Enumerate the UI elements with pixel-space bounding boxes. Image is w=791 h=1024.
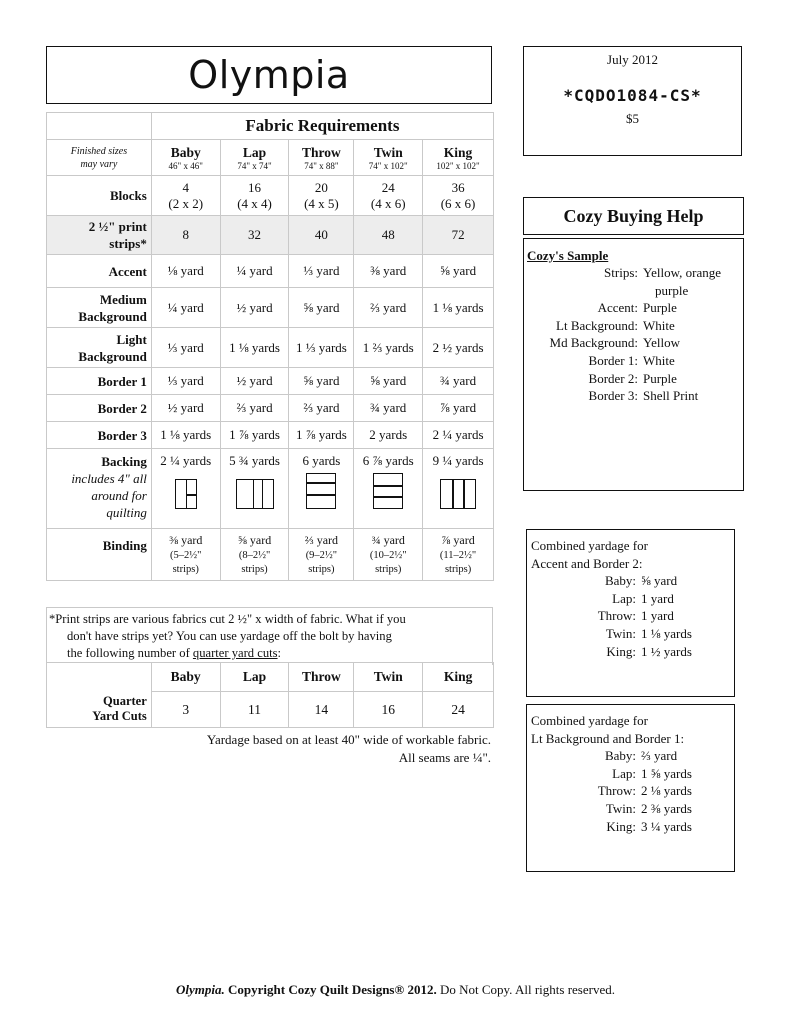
- table-cell: 1 ⅛ yards: [151, 422, 220, 449]
- table-row: [47, 288, 494, 328]
- combo-title: Accent and Border 2:: [531, 555, 643, 571]
- table-cell: 1 ⅞ yards: [289, 422, 354, 449]
- table-cell: 11: [220, 692, 289, 728]
- cuts-header: Twin: [354, 663, 423, 692]
- cuts-header: King: [423, 663, 494, 692]
- note-line: don't have strips yet? You can use yardage off the bolt by having: [67, 629, 392, 643]
- combo-item: Lap: 1 ⅝ yards: [612, 765, 692, 781]
- combo-item: Baby: ⅝ yard: [604, 573, 678, 589]
- row-label: 2 ½" print strips*: [47, 216, 152, 255]
- table-cell: 24: [423, 692, 494, 728]
- fabric-requirements-table: [46, 112, 494, 581]
- row-label: Border 3: [47, 422, 152, 449]
- table-cell: ¾ yard (10–2½" strips): [354, 529, 423, 581]
- row-label: Accent: [47, 255, 152, 288]
- table-cell: ⅝ yard: [354, 368, 423, 395]
- combo-title: Lt Background and Border 1:: [531, 730, 685, 746]
- pattern-title: Olympia: [188, 53, 350, 97]
- table-cell: 32: [220, 216, 289, 255]
- table-cell: 9 ¼ yards: [423, 449, 494, 529]
- table-cell: 48: [354, 216, 423, 255]
- sample-item: Lt Background: White: [556, 317, 675, 333]
- combo-item: King: 1 ½ yards: [606, 643, 692, 659]
- combo-item: King: 3 ¼ yards: [606, 818, 692, 834]
- size-header: Baby 46" x 46": [151, 140, 220, 176]
- table-row: [47, 368, 494, 395]
- backing-diagram: [152, 479, 220, 513]
- table-row-backing: [47, 449, 494, 529]
- finished-sizes-note: Finished sizes may vary: [47, 140, 152, 176]
- sample-item: Border 2: Purple: [588, 370, 677, 386]
- pattern-code-box: [523, 46, 742, 156]
- table-cell: ⅝ yard: [289, 368, 354, 395]
- combo-item: Baby: ⅔ yard: [604, 748, 678, 764]
- combo-item: Throw: 2 ⅛ yards: [597, 783, 692, 799]
- cuts-label: Quarter Yard Cuts: [47, 692, 152, 728]
- table-heading: Fabric Requirements: [151, 113, 493, 140]
- row-label: Border 2: [47, 395, 152, 422]
- table-cell: ⅜ yard: [354, 255, 423, 288]
- table-cell: 2 ¼ yards: [423, 422, 494, 449]
- sample-item: Strips: Yellow, orange: [604, 265, 721, 280]
- note-line: *Print strips are various fabrics cut 2 ½" x width of fabric. What if you: [49, 612, 406, 626]
- table-cell: ⅛ yard: [151, 255, 220, 288]
- table-cell: 1 ⅛ yards: [423, 288, 494, 328]
- table-row-blocks: [47, 176, 494, 216]
- table-cell: 16 (4 x 4): [220, 176, 289, 216]
- table-cell: ⅔ yard: [220, 395, 289, 422]
- table-cell: ⅝ yard: [289, 288, 354, 328]
- table-cell: 1 ⅞ yards: [220, 422, 289, 449]
- cuts-header: Baby: [151, 663, 220, 692]
- table-row-binding: [47, 529, 494, 581]
- combo-item: Throw: 1 yard: [597, 608, 674, 624]
- table-cell: 2 ½ yards: [423, 328, 494, 368]
- note-line: the following number of quarter yard cuts:: [67, 646, 282, 660]
- backing-diagram: [221, 479, 289, 513]
- table-cell: 4 (2 x 2): [151, 176, 220, 216]
- combo-title: Combined yardage for: [531, 713, 648, 728]
- size-header: Lap 74" x 74": [220, 140, 289, 176]
- row-label: Border 1: [47, 368, 152, 395]
- sample-title: Cozy's Sample: [527, 248, 609, 263]
- table-cell: 36 (6 x 6): [423, 176, 494, 216]
- copyright-footer: Olympia. Copyright Cozy Quilt Designs® 2012. Do Not Copy. All rights reserved.: [176, 982, 615, 997]
- table-cell: 72: [423, 216, 494, 255]
- combo-item: Twin: 2 ⅜ yards: [605, 800, 692, 816]
- table-cell: 1 ⅓ yards: [289, 328, 354, 368]
- table-cell: 5 ¾ yards: [220, 449, 289, 529]
- size-header: Throw 74" x 88": [289, 140, 354, 176]
- table-cell: ½ yard: [220, 288, 289, 328]
- table-cell: ⅞ yard (11–2½" strips): [423, 529, 494, 581]
- table-cell: 3: [151, 692, 220, 728]
- table-row: [47, 255, 494, 288]
- table-cell: 2 yards: [354, 422, 423, 449]
- quarter-yard-cuts-table: [46, 662, 494, 728]
- print-strips-note: [46, 607, 493, 665]
- backing-diagram: [423, 479, 493, 513]
- table-cell: 1 ⅛ yards: [220, 328, 289, 368]
- table-row-strips: [47, 216, 494, 255]
- table-cell: 20 (4 x 5): [289, 176, 354, 216]
- table-row: [47, 328, 494, 368]
- row-label: Backing includes 4" all around for quilting: [47, 449, 152, 529]
- table-cell: ¼ yard: [151, 288, 220, 328]
- table-cell: ⅓ yard: [151, 328, 220, 368]
- buying-help-box: [523, 238, 744, 491]
- table-cell: ¾ yard: [354, 395, 423, 422]
- sample-item: Accent: Purple: [597, 300, 677, 316]
- table-row: [47, 422, 494, 449]
- table-cell: 40: [289, 216, 354, 255]
- table-cell: 2 ¼ yards: [151, 449, 220, 529]
- table-cell: ⅔ yard (9–2½" strips): [289, 529, 354, 581]
- combo-item: Lap: 1 yard: [612, 590, 674, 606]
- size-header: King 102" x 102": [423, 140, 494, 176]
- table-cell: ½ yard: [220, 368, 289, 395]
- row-label: Medium Background: [47, 288, 152, 328]
- cuts-header: Throw: [289, 663, 354, 692]
- release-date: July 2012: [607, 52, 658, 67]
- combined-yardage-accent-border2: [526, 529, 735, 697]
- sample-item: Md Background: Yellow: [549, 335, 680, 351]
- row-label: Binding: [47, 529, 152, 581]
- sample-item: purple: [655, 282, 689, 298]
- price: $5: [626, 111, 639, 126]
- table-cell: 6 yards: [289, 449, 354, 529]
- title-box: [46, 46, 492, 104]
- barcode-text: *CQDO1084-CS*: [563, 86, 702, 105]
- table-cell: 1 ⅔ yards: [354, 328, 423, 368]
- table-cell: ⅔ yard: [354, 288, 423, 328]
- table-cell: ⅜ yard (5–2½" strips): [151, 529, 220, 581]
- table-cell: ¾ yard: [423, 368, 494, 395]
- row-label: Light Background: [47, 328, 152, 368]
- sample-item: Border 3: Shell Print: [588, 388, 699, 404]
- backing-diagram: [354, 473, 422, 513]
- yardage-note: Yardage based on at least 40" wide of workable fabric. All seams are ¼".: [206, 732, 491, 765]
- combo-title: Combined yardage for: [531, 538, 648, 553]
- sample-item: Border 1: White: [588, 352, 675, 368]
- table-cell: ⅝ yard: [423, 255, 494, 288]
- table-cell: ¼ yard: [220, 255, 289, 288]
- size-header: Twin 74" x 102": [354, 140, 423, 176]
- combined-yardage-ltbg-border1: [526, 704, 735, 872]
- table-cell: ⅓ yard: [289, 255, 354, 288]
- table-cell: 16: [354, 692, 423, 728]
- combo-item: Twin: 1 ⅛ yards: [605, 625, 692, 641]
- row-label: Blocks: [47, 176, 152, 216]
- table-cell: 24 (4 x 6): [354, 176, 423, 216]
- table-cell: 6 ⅞ yards: [354, 449, 423, 529]
- table-cell: ⅔ yard: [289, 395, 354, 422]
- table-cell: 14: [289, 692, 354, 728]
- backing-diagram: [289, 473, 353, 513]
- table-cell: ⅓ yard: [151, 368, 220, 395]
- buying-help-title: Cozy Buying Help: [523, 197, 744, 235]
- table-row: [47, 395, 494, 422]
- table-cell: ⅝ yard (8–2½" strips): [220, 529, 289, 581]
- table-cell: 8: [151, 216, 220, 255]
- cuts-header: Lap: [220, 663, 289, 692]
- table-cell: ⅞ yard: [423, 395, 494, 422]
- table-cell: ½ yard: [151, 395, 220, 422]
